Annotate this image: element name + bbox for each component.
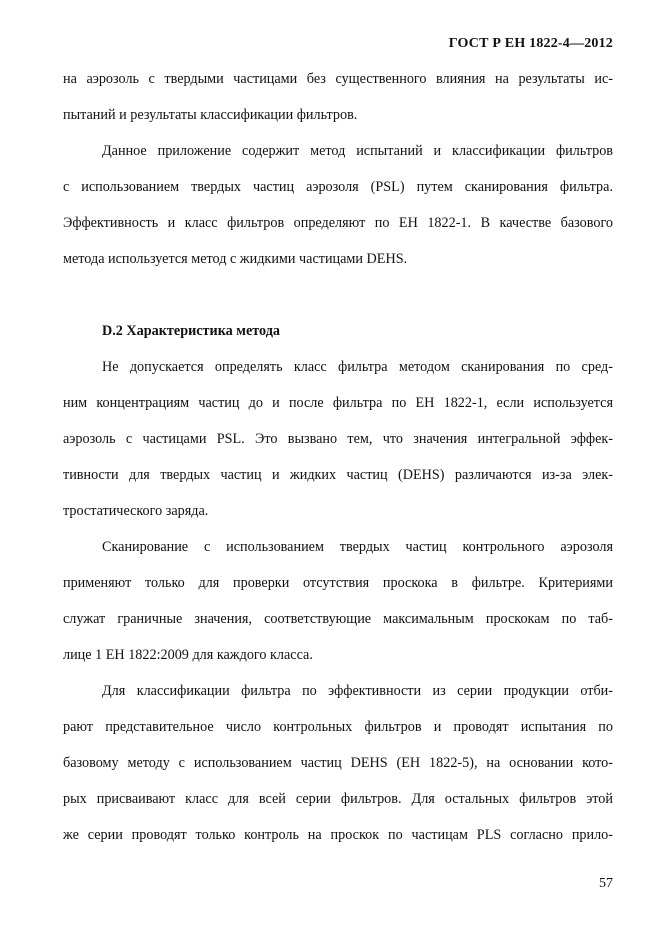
text-line: рают представительное число контрольных фильтров и проводят испытания по bbox=[63, 719, 613, 735]
text-line: тростатического заряда. bbox=[63, 503, 209, 519]
page-body bbox=[63, 61, 613, 853]
text-line: пытаний и результаты классификации фильтров. bbox=[63, 107, 358, 123]
text-line: на аэрозоль с твердыми частицами без существенного влияния на результаты ис- bbox=[63, 71, 613, 87]
text-line: аэрозоль с частицами PSL. Это вызвано тем, что значения интегральной эффек- bbox=[63, 431, 613, 447]
paragraph bbox=[63, 61, 613, 133]
text-line: Эффективность и класс фильтров определяют по ЕН 1822-1. В качестве базового bbox=[63, 215, 613, 231]
text-line: служат граничные значения, соответствующие максимальным проскокам по таб- bbox=[63, 611, 613, 627]
spacer bbox=[63, 277, 613, 313]
paragraph bbox=[63, 133, 613, 277]
text-line: метода используется метод с жидкими частицами DEHS. bbox=[63, 251, 408, 267]
paragraph bbox=[63, 529, 613, 673]
paragraph bbox=[63, 349, 613, 529]
text-line: базовому методу с использованием частиц DEHS (ЕН 1822-5), на основании кото- bbox=[63, 755, 613, 771]
document-code-header: ГОСТ Р ЕН 1822-4—2012 bbox=[448, 36, 613, 51]
paragraph bbox=[63, 673, 613, 853]
page-number: 57 bbox=[599, 876, 613, 891]
text-line: ним концентрациям частиц до и после фильтра по ЕН 1822-1, если используется bbox=[63, 395, 613, 411]
section-title: D.2 Характеристика метода bbox=[102, 323, 281, 339]
text-line: с использованием твердых частиц аэрозоля (PSL) путем сканирования фильтра. bbox=[63, 179, 613, 195]
text-line: Не допускается определять класс фильтра методом сканирования по сред- bbox=[102, 359, 613, 375]
text-line: Для классификации фильтра по эффективности из серии продукции отби- bbox=[102, 683, 613, 699]
text-line: рых присваивают класс для всей серии фильтров. Для остальных фильтров этой bbox=[63, 791, 613, 807]
text-line: Данное приложение содержит метод испытаний и классификации фильтров bbox=[102, 143, 613, 159]
text-line: Сканирование с использованием твердых частиц контрольного аэрозоля bbox=[102, 539, 613, 555]
text-line: лице 1 ЕН 1822:2009 для каждого класса. bbox=[63, 647, 313, 663]
text-line: же серии проводят только контроль на проскок по частицам PLS согласно прило- bbox=[63, 827, 613, 843]
text-line: тивности для твердых частиц и жидких частиц (DEHS) различаются из-за элек- bbox=[63, 467, 613, 483]
text-line: применяют только для проверки отсутствия проскока в фильтре. Критериями bbox=[63, 575, 613, 591]
